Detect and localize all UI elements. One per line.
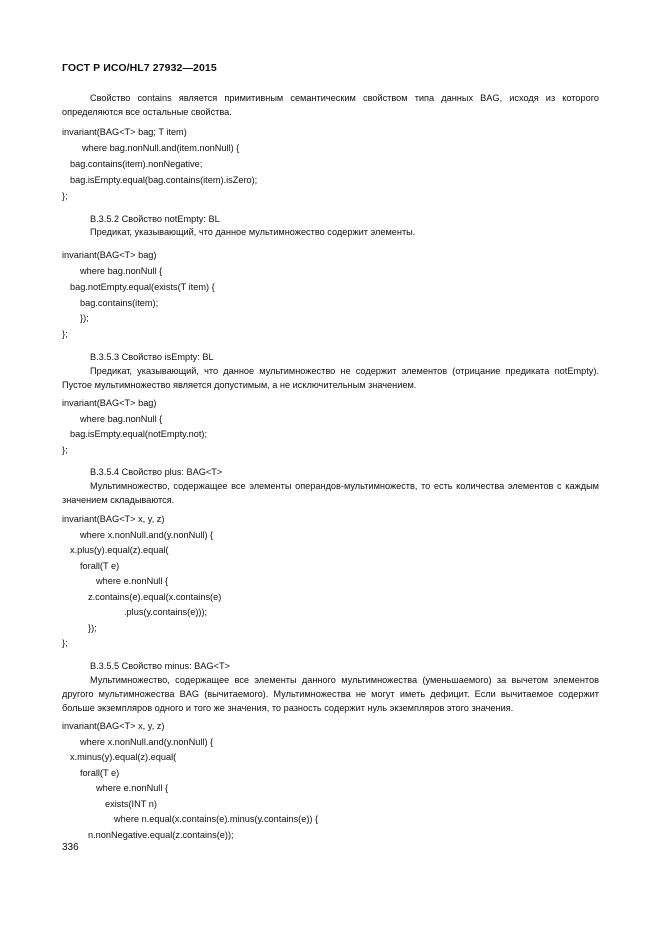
code-line: invariant(BAG<T> bag): [62, 398, 157, 408]
paragraph-contains: Свойство contains является примитивным семантическим свойством типа данных BAG, исходя из которого определяются все остальные свойства.: [62, 93, 599, 117]
code-line: bag.notEmpty.equal(exists(T item) {: [70, 282, 215, 292]
code-line: where e.nonNull {: [96, 576, 169, 586]
code-line: bag.isEmpty.equal(bag.contains(item).isZero);: [70, 175, 258, 185]
code-line: forall(T e): [80, 561, 120, 571]
code-line: };: [62, 638, 68, 648]
code-line: bag.contains(item).nonNegative;: [70, 159, 203, 169]
code-line: where bag.nonNull {: [80, 266, 163, 276]
code-line: });: [80, 313, 89, 323]
paragraph-plus: Мультимножество, содержащее все элементы операндов-мультимножеств, то есть количества элементов с каждым значением складываются.: [62, 481, 599, 505]
paragraph-notempty: Предикат, указывающий, что данное мультимножество содержит элементы.: [90, 227, 416, 237]
section-heading-plus: B.3.5.4 Свойство plus: BAG<T>: [90, 467, 223, 477]
code-line: x.minus(y).equal(z).equal(: [70, 752, 177, 762]
code-line: where n.equal(x.contains(e).minus(y.contains(e)) {: [114, 814, 319, 824]
code-line: invariant(BAG<T> bag; T item): [62, 127, 187, 137]
code-line: forall(T e): [80, 768, 120, 778]
code-line: z.contains(e).equal(x.contains(e): [88, 592, 222, 602]
code-line: where bag.nonNull.and(item.nonNull) {: [82, 143, 240, 153]
paragraph-isempty: Предикат, указывающий, что данное мультимножество не содержит элементов (отрицание предиката notEmpty). Пустое мультимножество является допустимым, а не исключительным значением.: [62, 366, 599, 390]
page-number: 336: [62, 842, 79, 853]
code-line: };: [62, 191, 68, 201]
paragraph-minus: Мультимножество, содержащее все элементы данного мультимножества (уменьшаемого) за вычетом элементов другого мультимножества BAG (вычитаемого). Мультимножества не могут иметь дефицит. Если вычитаемое содержит больше экземпляров одного и того же значения, то разность содержит нуль экземпляров этого значения.: [62, 675, 599, 713]
code-line: x.plus(y).equal(z).equal(: [70, 545, 169, 555]
code-line: invariant(BAG<T> bag): [62, 250, 157, 260]
code-line: invariant(BAG<T> x, y, z): [62, 721, 165, 731]
code-line: bag.isEmpty.equal(notEmpty.not);: [70, 429, 208, 439]
code-line: where x.nonNull.and(y.nonNull) {: [80, 530, 214, 540]
document-header: ГОСТ Р ИСО/HL7 27932—2015: [62, 62, 217, 74]
code-line: };: [62, 329, 68, 339]
code-line: invariant(BAG<T> x, y, z): [62, 514, 165, 524]
code-line: });: [88, 623, 97, 633]
section-heading-notempty: B.3.5.2 Свойство notEmpty: BL: [90, 214, 220, 224]
code-line: };: [62, 445, 68, 455]
code-line: exists(INT n): [105, 799, 157, 809]
code-line: .plus(y.contains(e)));: [124, 607, 208, 617]
code-line: n.nonNegative.equal(z.contains(e));: [88, 830, 234, 840]
code-line: where x.nonNull.and(y.nonNull) {: [80, 737, 214, 747]
code-line: bag.contains(item);: [80, 298, 159, 308]
section-heading-isempty: B.3.5.3 Свойство isEmpty: BL: [90, 352, 214, 362]
section-heading-minus: B.3.5.5 Свойство minus: BAG<T>: [90, 661, 230, 671]
code-line: where e.nonNull {: [96, 783, 169, 793]
code-line: where bag.nonNull {: [80, 414, 163, 424]
